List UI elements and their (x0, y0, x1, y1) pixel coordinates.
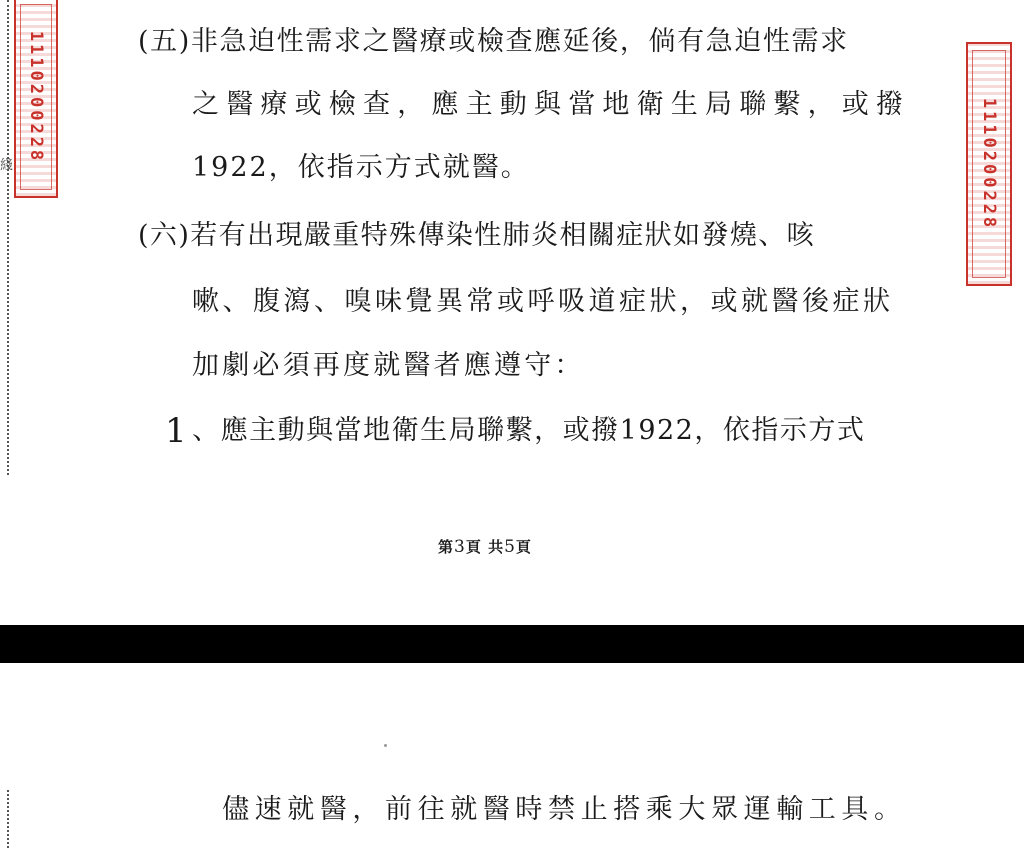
list-item-1 (165, 411, 866, 451)
paragraph-5-line-3: 1922，依指示方式就醫。 (192, 152, 530, 183)
binding-margin-dots (7, 0, 9, 475)
current-page: 3 (454, 537, 466, 557)
paragraph-6-line-2: 嗽、腹瀉、嗅味覺異常或呼吸道症狀，或就醫後症狀 (192, 286, 894, 317)
paragraph-6-line-3: 加劇必須再度就醫者應遵守： (192, 350, 585, 381)
red-seal-stamp-right (966, 42, 1012, 286)
paragraph-6-line-1: (六)若有出現嚴重特殊傳染性肺炎相關症狀如發燒、咳 (138, 220, 816, 251)
seal-number: 1110200228 (979, 97, 999, 231)
list-item-number: 1 (165, 411, 189, 451)
list-item-text: 、應主動與當地衛生局聯繫，或撥1922，依指示方式 (192, 415, 866, 446)
total-pages: 5 (504, 537, 516, 557)
page-number: 第3頁 共5頁 (438, 537, 532, 557)
page-separator-bar (0, 625, 1024, 663)
paragraph-5-line-1: (五)非急迫性需求之醫療或檢查應延後，倘有急迫性需求 (138, 26, 849, 57)
next-page-continuation-line: 儘速就醫，前往就醫時禁止搭乘大眾運輸工具。 (222, 794, 907, 825)
red-seal-stamp-left (14, 0, 58, 198)
scan-speck (384, 744, 387, 747)
binding-margin-mark: 綫 (0, 158, 14, 173)
binding-margin-dots-lower (7, 790, 9, 848)
paragraph-5-line-2: 之醫療或檢查，應主動與當地衛生局聯繫，或撥 (192, 89, 911, 120)
seal-number: 1110200228 (26, 30, 46, 164)
